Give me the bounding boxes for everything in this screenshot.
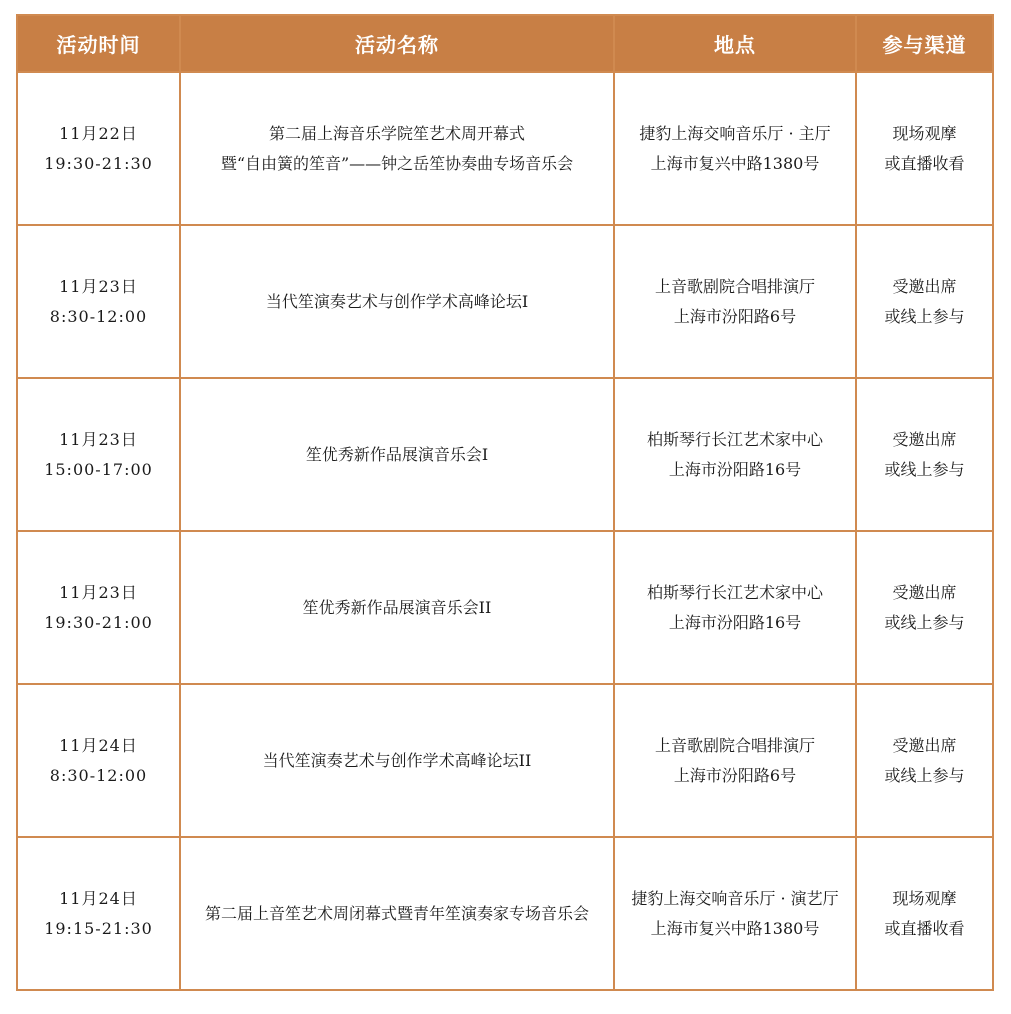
event-date: 11月22日	[59, 123, 138, 143]
event-time: 8:30-12:00	[49, 765, 148, 785]
header-name: 活动名称	[180, 15, 614, 72]
header-row	[17, 15, 993, 72]
event-name-cell	[180, 378, 614, 531]
venue-address: 上海市汾阳路6号	[673, 306, 797, 326]
event-date: 11月24日	[59, 735, 138, 755]
venue-name: 上音歌剧院合唱排演厅	[654, 276, 815, 296]
channel-secondary: 或线上参与	[884, 612, 965, 632]
event-place-cell	[614, 72, 856, 225]
event-name-cell	[180, 72, 614, 225]
event-time: 8:30-12:00	[49, 306, 148, 326]
event-time: 15:00-17:00	[44, 459, 153, 479]
event-name-cell	[180, 837, 614, 990]
event-date: 11月23日	[59, 276, 138, 296]
event-channel-cell	[856, 72, 993, 225]
channel-primary: 现场观摩	[892, 123, 957, 143]
venue-address: 上海市汾阳路16号	[668, 612, 802, 632]
event-time-cell	[17, 72, 180, 225]
venue-address: 上海市汾阳路6号	[673, 765, 797, 785]
table-row	[17, 684, 993, 837]
event-time-cell	[17, 225, 180, 378]
venue-address: 上海市汾阳路16号	[668, 459, 802, 479]
event-name-cell	[180, 531, 614, 684]
event-time: 19:30-21:30	[44, 153, 153, 173]
event-channel-cell	[856, 531, 993, 684]
event-place-cell	[614, 531, 856, 684]
event-time-cell	[17, 378, 180, 531]
event-name: 当代笙演奏艺术与创作学术高峰论坛II	[262, 750, 532, 770]
venue-name: 捷豹上海交响音乐厅 · 主厅	[639, 123, 831, 143]
event-place-cell	[614, 837, 856, 990]
table-row	[17, 531, 993, 684]
event-date: 11月24日	[59, 888, 138, 908]
event-date: 11月23日	[59, 429, 138, 449]
event-name: 笙优秀新作品展演音乐会I	[305, 444, 489, 464]
event-date: 11月23日	[59, 582, 138, 602]
table-row	[17, 225, 993, 378]
event-place-cell	[614, 684, 856, 837]
channel-secondary: 或直播收看	[884, 153, 965, 173]
event-place-cell	[614, 225, 856, 378]
event-name: 当代笙演奏艺术与创作学术高峰论坛I	[265, 291, 529, 311]
schedule-table	[16, 14, 994, 991]
venue-address: 上海市复兴中路1380号	[650, 153, 820, 173]
event-name-cell	[180, 684, 614, 837]
event-name: 第二届上音笙艺术周闭幕式暨青年笙演奏家专场音乐会	[204, 903, 589, 923]
header-time: 活动时间	[17, 15, 180, 72]
header-channel: 参与渠道	[856, 15, 993, 72]
event-place-cell	[614, 378, 856, 531]
venue-name: 捷豹上海交响音乐厅 · 演艺厅	[631, 888, 839, 908]
channel-secondary: 或线上参与	[884, 459, 965, 479]
channel-primary: 现场观摩	[892, 888, 957, 908]
table-row	[17, 72, 993, 225]
header-place: 地点	[614, 15, 856, 72]
event-channel-cell	[856, 378, 993, 531]
channel-primary: 受邀出席	[892, 429, 957, 449]
event-time-cell	[17, 684, 180, 837]
channel-secondary: 或线上参与	[884, 765, 965, 785]
table-row	[17, 378, 993, 531]
event-name-cell	[180, 225, 614, 378]
event-name: 笙优秀新作品展演音乐会II	[302, 597, 492, 617]
event-channel-cell	[856, 225, 993, 378]
table-row	[17, 837, 993, 990]
channel-primary: 受邀出席	[892, 735, 957, 755]
venue-name: 柏斯琴行长江艺术家中心	[646, 582, 823, 602]
channel-primary: 受邀出席	[892, 276, 957, 296]
channel-primary: 受邀出席	[892, 582, 957, 602]
event-time: 19:15-21:30	[44, 918, 153, 938]
event-time-cell	[17, 837, 180, 990]
venue-name: 柏斯琴行长江艺术家中心	[646, 429, 823, 449]
event-time: 19:30-21:00	[44, 612, 153, 632]
event-channel-cell	[856, 837, 993, 990]
venue-address: 上海市复兴中路1380号	[650, 918, 820, 938]
event-name: 第二届上海音乐学院笙艺术周开幕式	[268, 123, 525, 143]
channel-secondary: 或线上参与	[884, 306, 965, 326]
event-name-subtitle: 暨“自由簧的笙音”——钟之岳笙协奏曲专场音乐会	[220, 153, 574, 173]
event-channel-cell	[856, 684, 993, 837]
channel-secondary: 或直播收看	[884, 918, 965, 938]
venue-name: 上音歌剧院合唱排演厅	[654, 735, 815, 755]
event-time-cell	[17, 531, 180, 684]
